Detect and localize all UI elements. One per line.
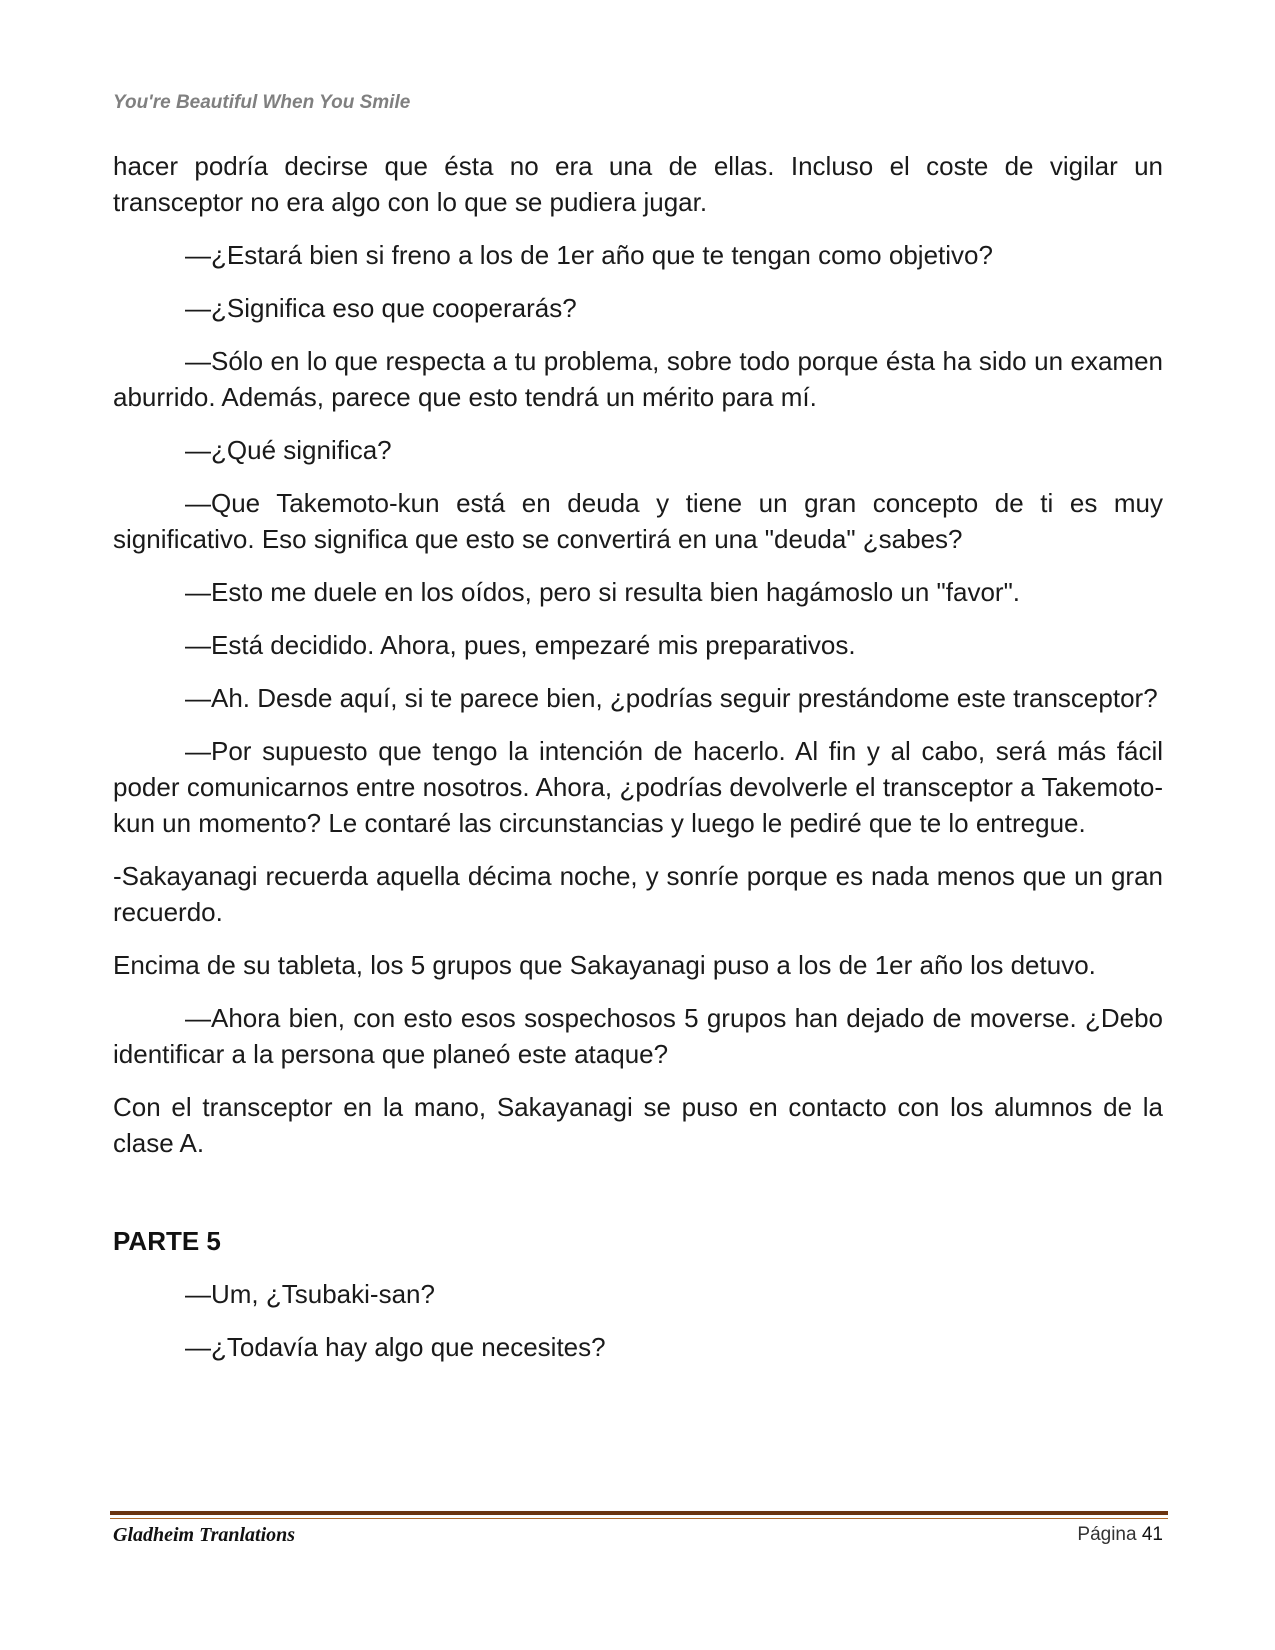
dialogue-line: —Ahora bien, con esto esos sospechosos 5 grupos han dejado de moverse. ¿Debo identificar a la persona que planeó este ataque?: [113, 1003, 1163, 1069]
footer-publisher: Gladheim Tranlations: [113, 1524, 296, 1546]
footer-page-number: [1077, 1524, 1163, 1546]
dialogue-line: —¿Qué significa?: [185, 435, 392, 465]
section-heading: PARTE 5: [113, 1226, 221, 1256]
dialogue-line: —¿Significa eso que cooperarás?: [185, 293, 577, 323]
page-number: 41: [1141, 1524, 1163, 1545]
page-body: [113, 148, 1163, 1382]
dialogue-line: —Esto me duele en los oídos, pero si resulta bien hagámoslo un "favor".: [185, 577, 1021, 607]
footer-divider: [110, 1511, 1168, 1519]
page-label: Página: [1077, 1524, 1137, 1545]
dialogue-line: —¿Estará bien si freno a los de 1er año que te tengan como objetivo?: [185, 240, 993, 270]
dialogue-line: —Sólo en lo que respecta a tu problema, sobre todo porque ésta ha sido un examen aburrido. Además, parece que esto tendrá un mérito para mí.: [113, 346, 1163, 412]
dialogue-line: —¿Todavía hay algo que necesites?: [185, 1332, 606, 1362]
dialogue-line: —Está decidido. Ahora, pues, empezaré mis preparativos.: [185, 630, 856, 660]
paragraph: -Sakayanagi recuerda aquella décima noche, y sonríe porque es nada menos que un gran recuerdo.: [113, 861, 1163, 927]
dialogue-line: —Por supuesto que tengo la intención de hacerlo. Al fin y al cabo, será más fácil poder comunicarnos entre nosotros. Ahora, ¿podrías devolverle el transceptor a Takemoto-kun un momento? Le contaré las circunstancias y luego le pediré que te lo entregue.: [113, 736, 1163, 838]
dialogue-line: —Um, ¿Tsubaki-san?: [185, 1279, 435, 1309]
running-header-title: You're Beautiful When You Smile: [113, 92, 411, 113]
paragraph: Con el transceptor en la mano, Sakayanagi se puso en contacto con los alumnos de la clase A.: [113, 1092, 1163, 1158]
dialogue-line: —Que Takemoto-kun está en deuda y tiene un gran concepto de ti es muy significativo. Eso significa que esto se convertirá en una "deuda" ¿sabes?: [113, 488, 1163, 554]
paragraph: hacer podría decirse que ésta no era una de ellas. Incluso el coste de vigilar un transceptor no era algo con lo que se pudiera jugar.: [113, 151, 1163, 217]
paragraph: Encima de su tableta, los 5 grupos que Sakayanagi puso a los de 1er año los detuvo.: [113, 950, 1096, 980]
dialogue-line: —Ah. Desde aquí, si te parece bien, ¿podrías seguir prestándome este transceptor?: [185, 683, 1158, 713]
